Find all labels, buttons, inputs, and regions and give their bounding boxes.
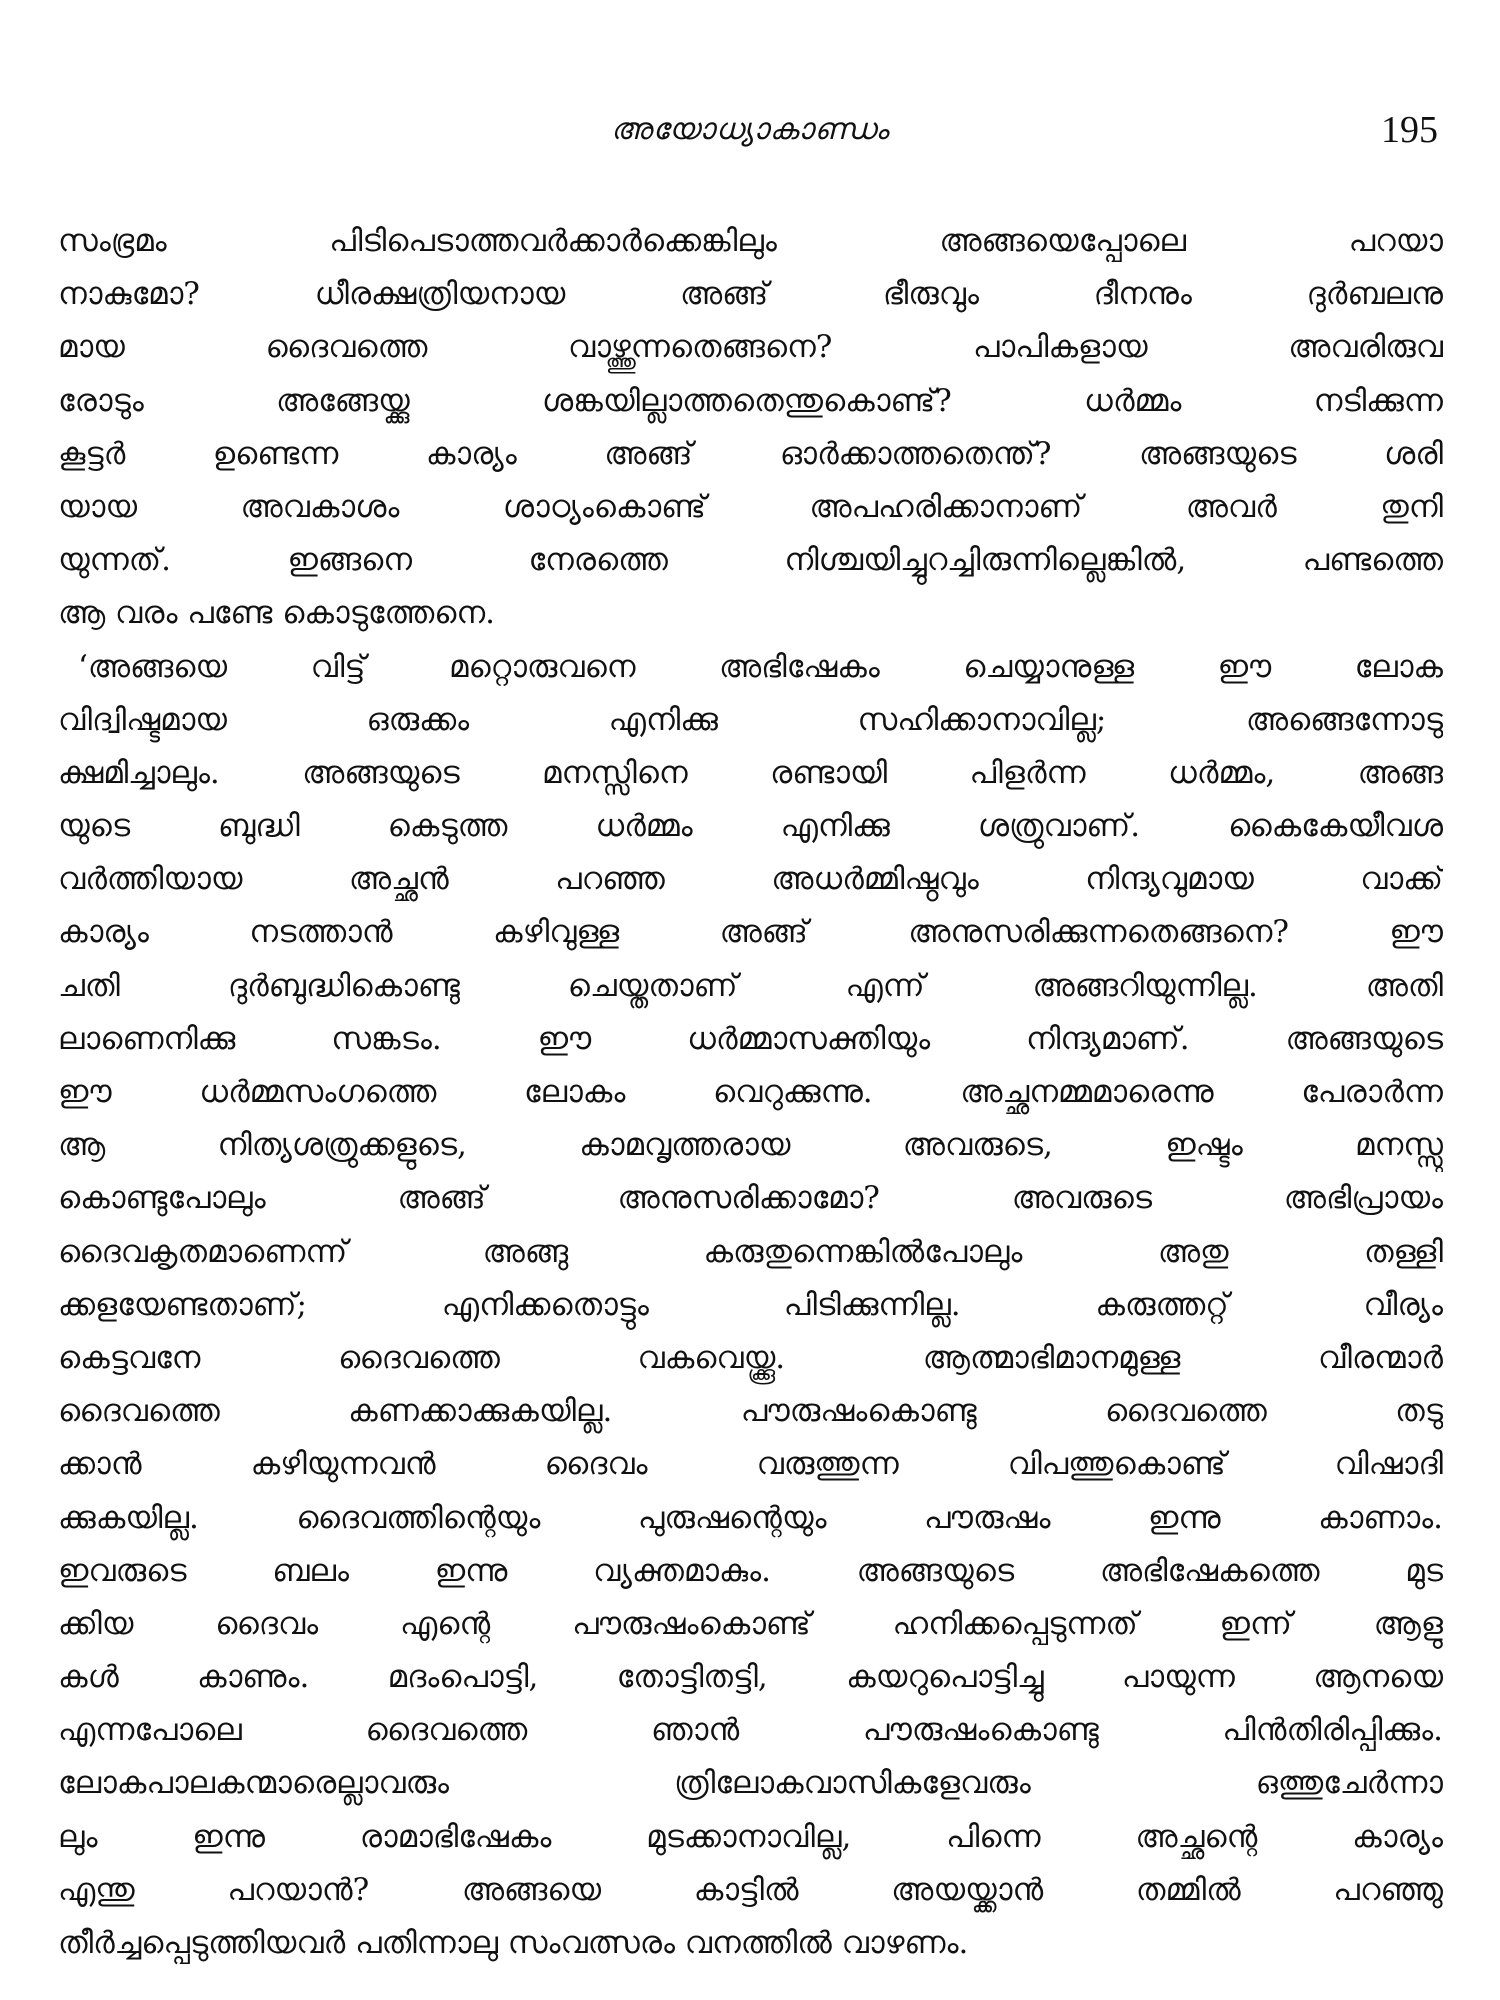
text-line: ചതി ദുർബുദ്ധികൊണ്ടു ചെയ്തതാണ് എന്ന് അങ്ങറിയുന്നില്ല. അതി — [58, 967, 1443, 1004]
text-line: വർത്തിയായ അച്ഛൻ പറഞ്ഞ അധർമ്മിഷ്ഠവും നിന്ദ്യവുമായ വാക്ക് — [58, 861, 1443, 898]
text-line: ലോകപാലകന്മാരെല്ലാവരും ത്രിലോകവാസികളേവരും ഒത്തുചേർന്നാ — [58, 1765, 1443, 1802]
text-line: മായ ദൈവത്തെ വാഴ്ത്തുന്നതെങ്ങനെ? പാപികളായ അവരിരുവ — [58, 329, 1443, 366]
text-line: തീർച്ചപ്പെടുത്തിയവർ പതിന്നാലു സംവത്സരം വനത്തിൽ വാഴണം. — [58, 1925, 969, 1961]
paragraph — [58, 641, 1443, 1971]
text-line: കാര്യം നടത്താൻ കഴിവുള്ള അങ്ങ് അനുസരിക്കുന്നതെങ്ങനെ? ഈ — [58, 914, 1443, 951]
text-line: ദൈവകൃതമാണെന്ന് അങ്ങു കരുതുന്നെങ്കിൽപോലും അതു തള്ളി — [58, 1233, 1443, 1270]
text-line: ക്കുകയില്ല. ദൈവത്തിന്റെയും പുരുഷന്റെയും പൗരുഷം ഇന്നു കാണാം. — [58, 1499, 1443, 1536]
text-line: കെട്ടവനേ ദൈവത്തെ വകവെയ്ക്കൂ. ആത്മാഭിമാനമുള്ള വീരന്മാർ — [58, 1339, 1443, 1376]
text-line: രോടും അങ്ങേയ്ക്കു ശങ്കയില്ലാത്തതെന്തുകൊണ്ട്? ധർമ്മം നടിക്കുന്ന — [58, 382, 1443, 419]
text-line: ഈ ധർമ്മസംഗത്തെ ലോകം വെറുക്കുന്നു. അച്ഛനമ്മമാരെന്നു പേരാർന്ന — [58, 1074, 1443, 1110]
text-line: ‘അങ്ങയെ വിട്ട് മറ്റൊരുവനെ അഭിഷേകം ചെയ്യാനുള്ള ഈ ലോക — [78, 648, 1443, 685]
text-line: ക്കിയ ദൈവം എന്റെ പൗരുഷംകൊണ്ട് ഹനിക്കപ്പെടുന്നത് ഇന്ന് ആളു — [58, 1605, 1443, 1642]
text-line: ആ നിത്യശത്രുക്കളുടെ, കാമവൃത്തരായ അവരുടെ, ഇഷ്ടം മനസ്സു — [58, 1127, 1443, 1164]
text-line: യുടെ ബുദ്ധി കെടുത്ത ധർമ്മം എനിക്കു ശത്രുവാണ്. കൈകേയീവശ — [58, 808, 1443, 845]
running-title: അയോധ്യാകാണ്ഡം — [610, 112, 890, 147]
text-line: ക്ഷമിച്ചാലും. അങ്ങയുടെ മനസ്സിനെ രണ്ടായി പിളർന്ന ധർമ്മം, അങ്ങ — [58, 754, 1443, 791]
body-text — [58, 215, 1443, 1970]
text-line: സംഭ്രമം പിടിപെടാത്തവർക്കാർക്കെങ്കിലും അങ്ങയെപ്പോലെ പറയാ — [58, 223, 1443, 259]
text-line: എന്നപോലെ ദൈവത്തെ ഞാൻ പൗരുഷംകൊണ്ടു പിൻതിരിപ്പിക്കും. — [58, 1712, 1443, 1749]
text-line: ആ വരം പണ്ടേ കൊടുത്തേനെ. — [58, 595, 495, 632]
text-line: ലും ഇന്നു രാമാഭിഷേകം മുടക്കാനാവില്ല, പിന്നെ അച്ഛന്റെ കാര്യം — [58, 1818, 1443, 1855]
text-line: ഇവരുടെ ബലം ഇന്നു വ്യക്തമാകും. അങ്ങയുടെ അഭിഷേകത്തെ മുട — [58, 1552, 1443, 1589]
text-line: ക്കളയേണ്ടതാണ്; എനിക്കതൊട്ടും പിടിക്കുന്നില്ല. കരുത്തറ്റ് വീര്യം — [58, 1286, 1443, 1323]
text-line: കൾ കാണും. മദംപൊട്ടി, തോട്ടിതട്ടി, കയറുപൊട്ടിച്ചു പായുന്ന ആനയെ — [58, 1659, 1443, 1696]
text-line: ലാണെനിക്കു സങ്കടം. ഈ ധർമ്മാസക്തിയും നിന്ദ്യമാണ്. അങ്ങയുടെ — [58, 1020, 1443, 1057]
text-line: ക്കാൻ കഴിയുന്നവൻ ദൈവം വരുത്തുന്ന വിപത്തുകൊണ്ട് വിഷാദി — [58, 1446, 1443, 1483]
text-line: യുന്നത്. ഇങ്ങനെ നേരത്തെ നിശ്ചയിച്ചുറച്ചിരുന്നില്ലെങ്കിൽ, പണ്ടത്തെ — [58, 542, 1443, 579]
paragraph — [58, 215, 1443, 641]
text-line: നാകുമോ? ധീരക്ഷത്രിയനായ അങ്ങ് ഭീരുവും ദീനനും ദുർബലനു — [58, 276, 1443, 313]
page-number: 195 — [1381, 109, 1438, 151]
text-line: എന്തു പറയാൻ? അങ്ങയെ കാട്ടിൽ അയയ്ക്കാൻ തമ്മിൽ പറഞ്ഞു — [58, 1871, 1443, 1908]
text-line: യായ അവകാശം ശാഠ്യംകൊണ്ട് അപഹരിക്കാനാണ് അവർ തുനി — [58, 488, 1443, 525]
text-line: കൂട്ടർ ഉണ്ടെന്ന കാര്യം അങ്ങ് ഓർക്കാത്തതെന്ത്? അങ്ങയുടെ ശരി — [58, 435, 1443, 472]
text-line: ദൈവത്തെ കണക്കാക്കുകയില്ല. പൗരുഷംകൊണ്ടു ദൈവത്തെ തടു — [58, 1393, 1443, 1430]
text-line: കൊണ്ടുപോലും അങ്ങ് അനുസരിക്കാമോ? അവരുടെ അഭിപ്രായം — [58, 1180, 1443, 1217]
text-line: വിദ്വിഷ്ടമായ ഒരുക്കം എനിക്കു സഹിക്കാനാവില്ല; അങ്ങെന്നോടു — [58, 701, 1443, 738]
